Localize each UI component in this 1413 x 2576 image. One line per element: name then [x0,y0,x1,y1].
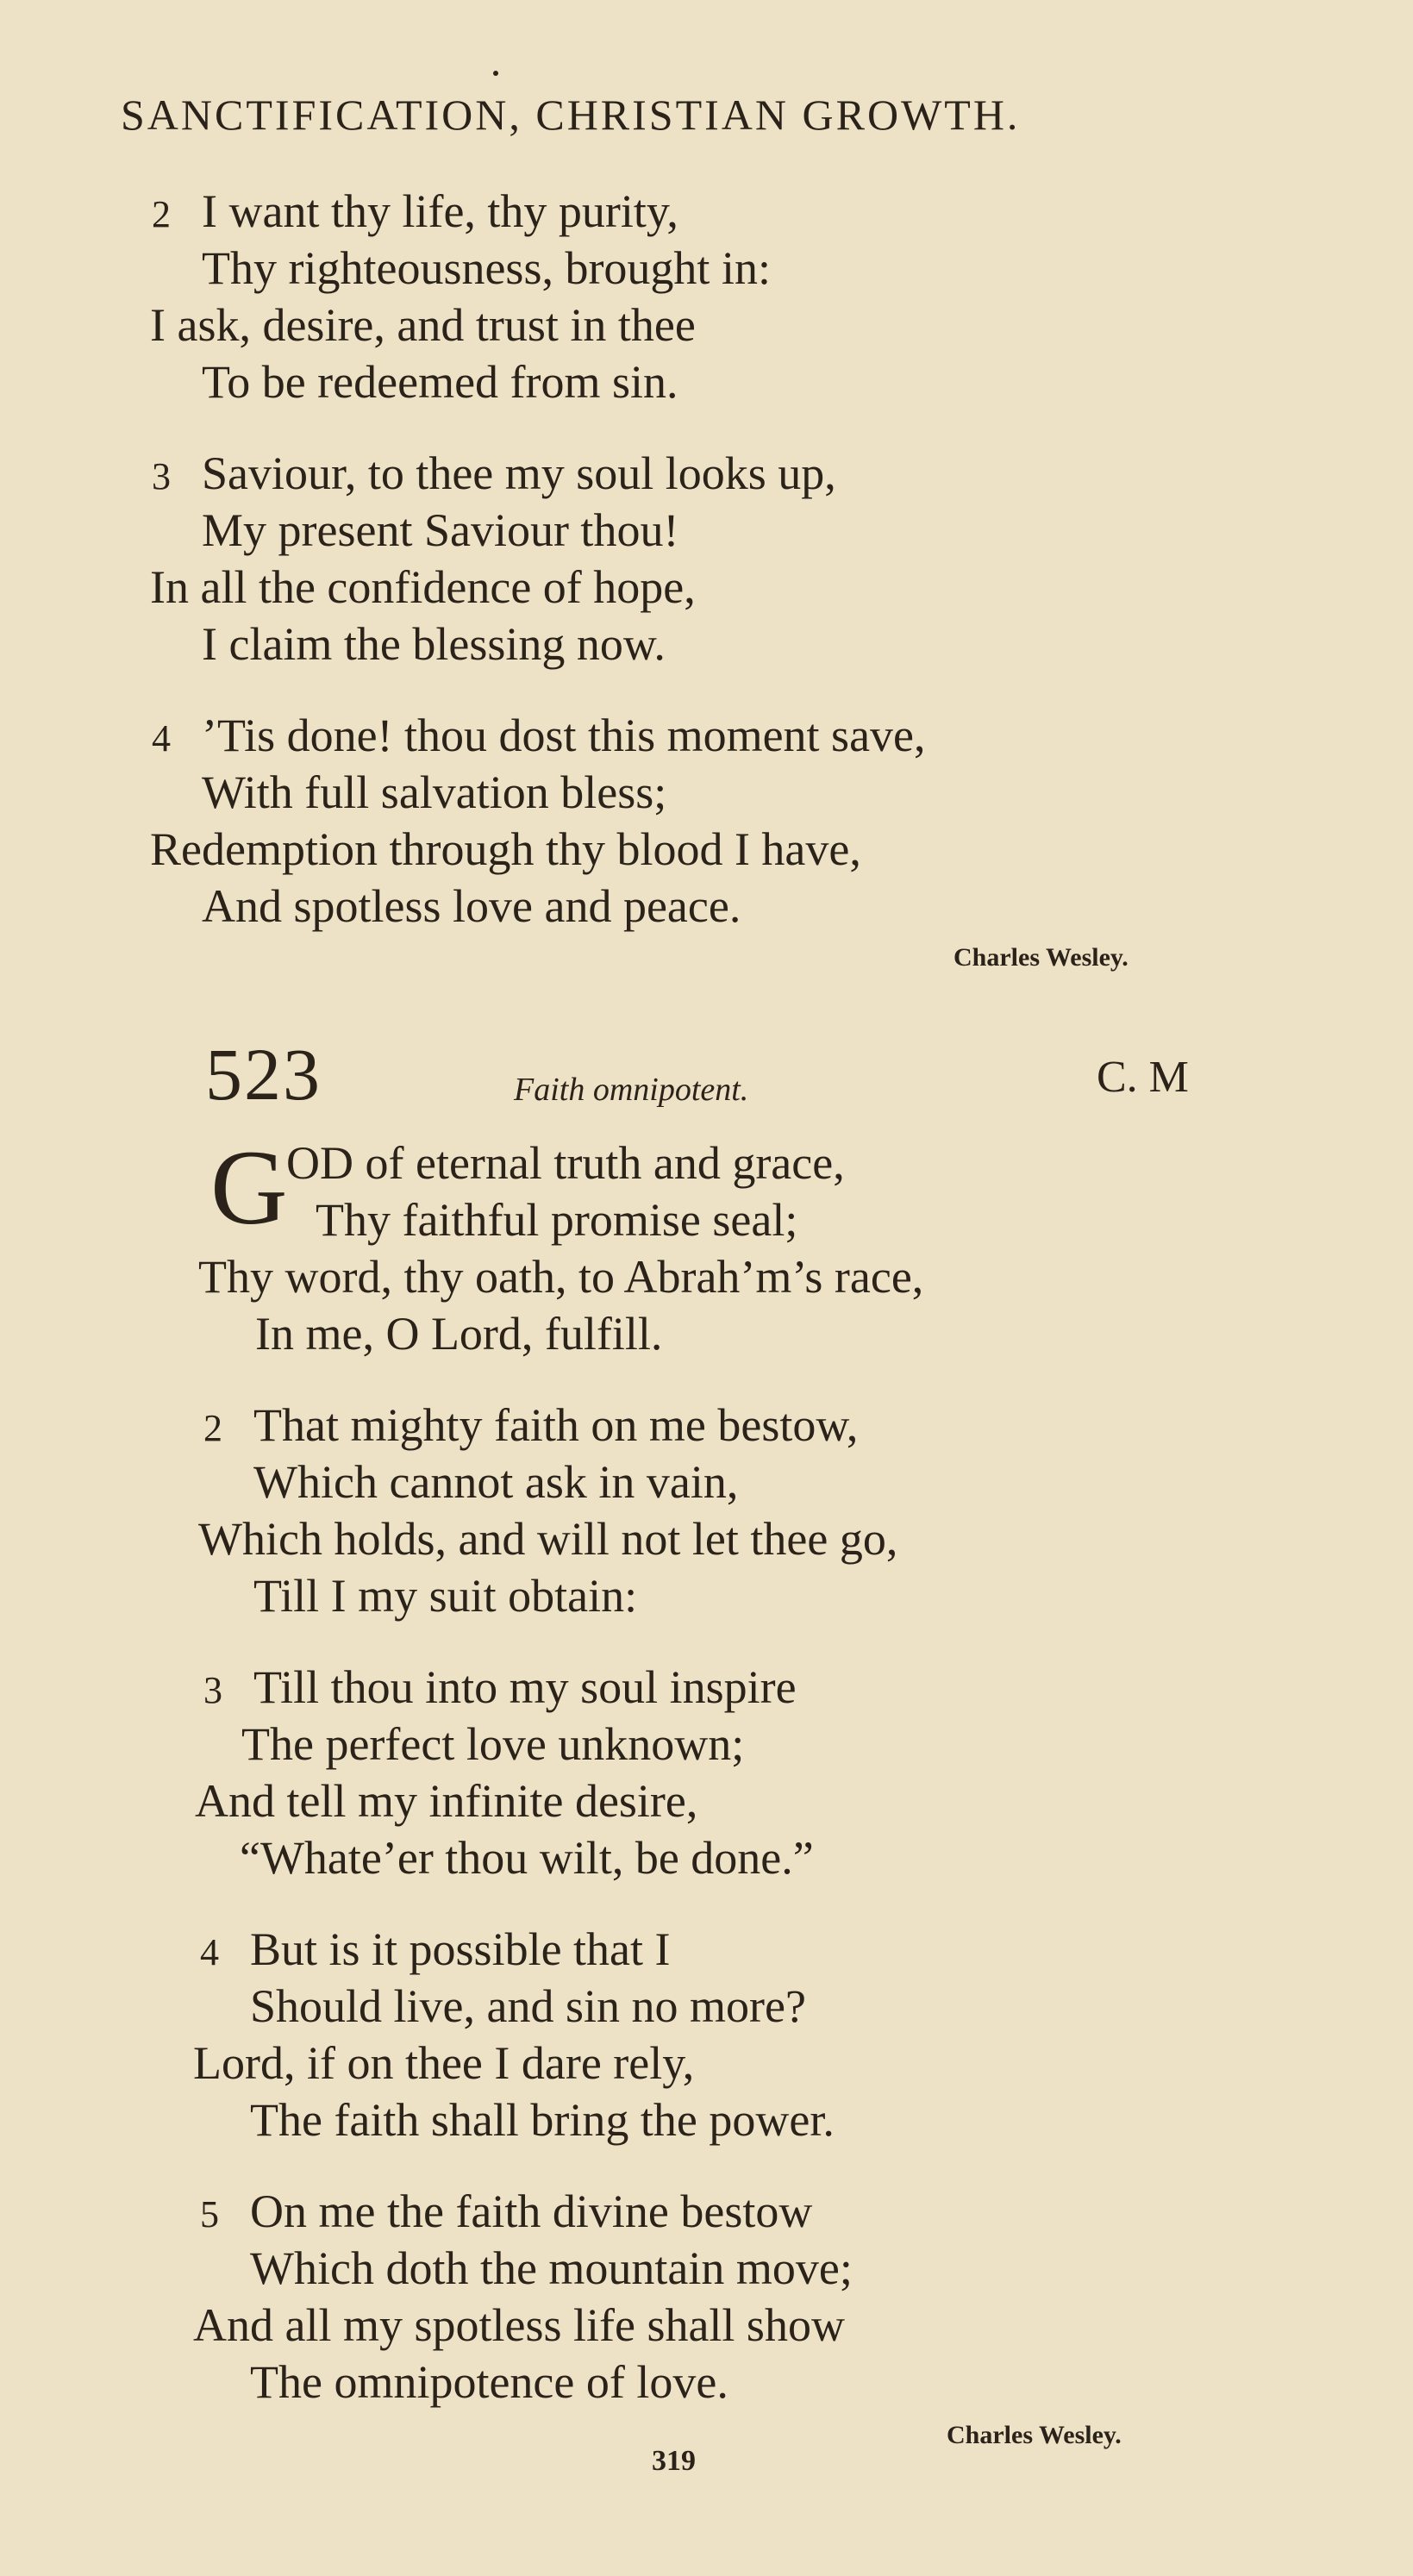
verse-line: Should live, and sin no more? [250,1980,806,2032]
verse-line: Which cannot ask in vain, [253,1456,739,1508]
ink-speck [493,71,498,76]
stanza-number: 2 [203,1407,222,1449]
verse-line: In me, O Lord, fulfill. [255,1308,663,1360]
drop-cap: G [210,1129,288,1247]
verse-line: Till I my suit obtain: [253,1570,638,1622]
verse-line: 5 On me the faith divine bestow [200,2185,813,2237]
verse-line: OD of eternal truth and grace, [286,1137,845,1189]
hymn-title: Faith omnipotent. [514,1072,749,1108]
verse-line: I claim the blessing now. [202,618,666,670]
stanza-number: 4 [152,717,171,760]
verse-line: Thy faithful promise seal; [316,1194,798,1246]
verse-line: The omnipotence of love. [250,2356,728,2408]
hymn-meter: C. M [1097,1053,1189,1102]
verse-line: Redemption through thy blood I have, [150,823,861,875]
verse-line: And spotless love and peace. [202,880,741,932]
verse-line: 3 Saviour, to thee my soul looks up, [152,447,836,499]
verse-line: “Whate’er thou wilt, be done.” [240,1832,814,1884]
verse-line: Thy righteousness, brought in: [202,242,771,294]
author-credit: Charles Wesley. [953,943,1129,972]
author-credit: Charles Wesley. [947,2421,1122,2449]
verse-line: Which holds, and will not let thee go, [198,1513,898,1565]
stanza-number: 5 [200,2193,219,2235]
hymn-number: 523 [205,1033,322,1116]
stanza-number: 4 [200,1931,219,1973]
verse-line: 4 But is it possible that I [200,1923,671,1975]
verse-line: To be redeemed from sin. [202,356,678,408]
verse-line: Lord, if on thee I dare rely, [193,2037,695,2089]
verse-line: With full salvation bless; [202,766,667,818]
verse-line: 4 ’Tis done! thou dost this moment save, [152,710,926,761]
section-header: SANCTIFICATION, CHRISTIAN GROWTH. [121,91,1021,139]
page-number: 319 [652,2445,696,2477]
verse-line: Thy word, thy oath, to Abrah’m’s race, [198,1251,924,1303]
verse-line: And tell my infinite desire, [195,1775,698,1827]
verse-line: The faith shall bring the power. [250,2094,835,2146]
verse-line: 2 I want thy life, thy purity, [152,185,678,237]
stanza-number: 3 [152,455,171,497]
verse-line: And all my spotless life shall show [193,2299,845,2351]
verse-line: 3 Till thou into my soul inspire [203,1661,797,1713]
verse-line: 2 That mighty faith on me bestow, [203,1399,859,1451]
verse-line: Which doth the mountain move; [250,2242,853,2294]
verse-line: The perfect love unknown; [241,1718,745,1770]
stanza-number: 3 [203,1669,222,1711]
verse-line: In all the confidence of hope, [150,561,696,613]
verse-line: My present Saviour thou! [202,504,679,556]
stanza-number: 2 [152,193,171,235]
verse-line: I ask, desire, and trust in thee [150,299,696,351]
